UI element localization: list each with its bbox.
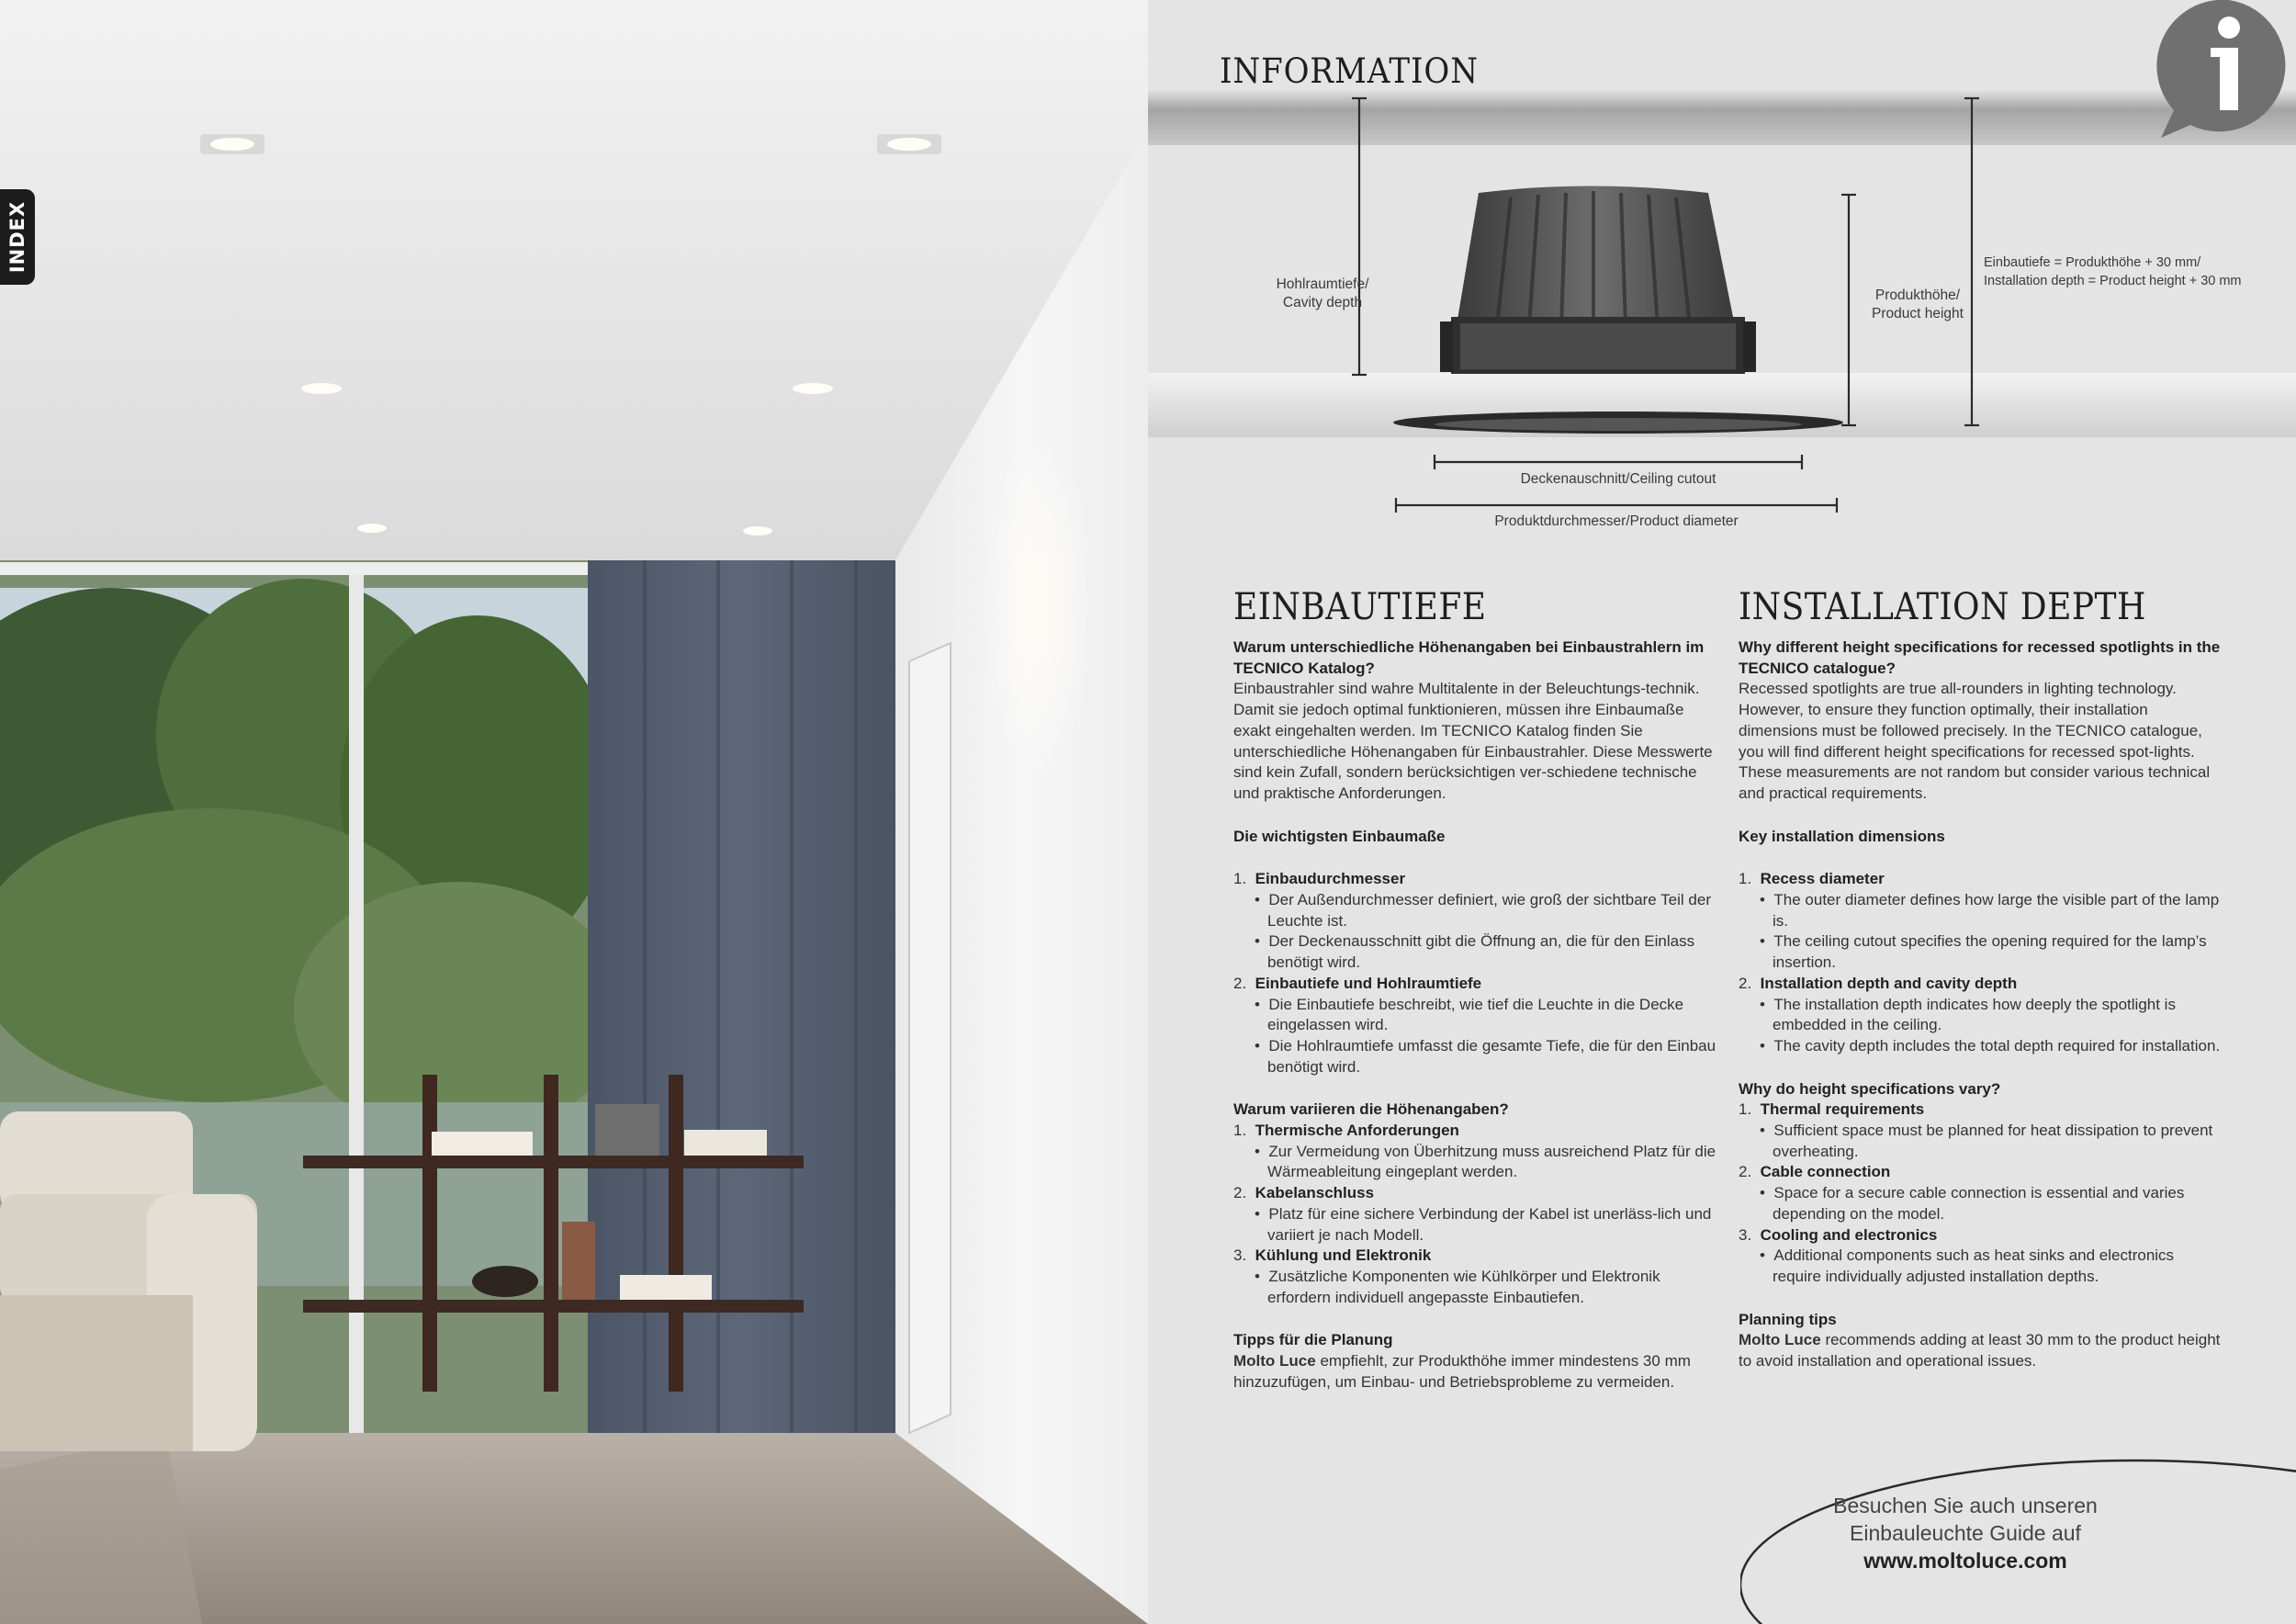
index-tab-label: INDEX (6, 200, 28, 274)
list-item: • Der Deckenausschnitt gibt die Öffnung an, die für den Einlass benötigt wird. (1255, 932, 1695, 972)
list-item: • Additional components such as heat sinks and electronics require individually adjusted installation depths. (1760, 1246, 2175, 1285)
information-page (1148, 0, 2296, 1624)
list-item: 3. Cooling and electronics (1739, 1225, 1938, 1244)
english-intro: Recessed spotlights are true all-rounders in lighting technology. However, to ensure they function optimally, their installation dimensions must be followed precisely. In the TECNICO catalogue, you will find different height specifications for recessed spot-lights. These measurements are not random but consider various technical and practical requirements. (1739, 680, 2211, 802)
list-item: • The cavity depth includes the total depth required for installation. (1760, 1036, 2221, 1054)
guide-callout (1681, 1492, 2250, 1574)
ceiling-cutout-label: Deckenauschnitt/Ceiling cutout (1520, 471, 1716, 487)
german-question: Warum unterschiedliche Höhenangaben bei Einbaustrahlern im TECNICO Katalog? (1233, 638, 1705, 677)
english-tips-heading: Planning tips (1739, 1310, 1837, 1328)
english-tips-text: Molto Luce recommends adding at least 30 mm to the product height to avoid installation and operational issues. (1739, 1331, 2221, 1370)
german-column (1233, 586, 1720, 1393)
german-tips-text: Molto Luce empfiehlt, zur Produkthöhe immer mindestens 30 mm hinzuzufügen, um Einbau- und Betriebsprobleme zu vermeiden. (1233, 1352, 1691, 1391)
installation-depth-line-1: Einbautiefe = Produkthöhe + 30 mm/ (1984, 255, 2201, 270)
german-key-heading: Die wichtigsten Einbaumaße (1233, 827, 1446, 845)
list-item: • The installation depth indicates how deeply the spotlight is embedded in the ceiling. (1760, 995, 2176, 1034)
list-item: 2. Kabelanschluss (1233, 1184, 1375, 1202)
list-item: 3. Kühlung und Elektronik (1233, 1246, 1432, 1265)
installation-depth-line-2: Installation depth = Product height + 30 mm (1984, 274, 2242, 288)
list-item: • Zusätzliche Komponenten wie Kühlkörper und Elektronik erfordern individuell angepasste Einbautiefen. (1255, 1267, 1660, 1306)
list-item: • Die Einbautiefe beschreibt, wie tief die Leuchte in die Decke eingelassen wird. (1255, 995, 1684, 1034)
list-item: • The ceiling cutout specifies the opening required for the lamp’s insertion. (1760, 932, 2207, 972)
english-column (1739, 586, 2225, 1372)
german-why-heading: Warum variieren die Höhenangaben? (1233, 1100, 1509, 1119)
english-title: INSTALLATION DEPTH (1739, 586, 2146, 628)
list-item: • Die Hohlraumtiefe umfasst die gesamte Tiefe, die für den Einbau benötigt wird. (1255, 1036, 1716, 1076)
list-item: • Platz für eine sichere Verbindung der Kabel ist unerläss-lich und variiert je nach Modell. (1255, 1204, 1712, 1244)
list-item: 2. Cable connection (1739, 1163, 1891, 1181)
cavity-depth-label: Hohlraumtiefe/ Cavity depth (1276, 276, 1369, 310)
list-item: • The outer diameter defines how large the visible part of the lamp is. (1760, 891, 2220, 930)
german-tips-heading: Tipps für die Planung (1233, 1331, 1393, 1349)
website-link[interactable]: www.moltoluce.com (1863, 1549, 2067, 1573)
german-intro: Einbaustrahler sind wahre Multitalente in der Beleuchtungs-technik. Damit sie jedoch optimal funktionieren, müssen ihre Einbaumaße exakt eingehalten werden. Im TECNICO Katalog finden Sie unterschiedliche Höhenangaben für Einbaustrahler. Diese Messwerte sind kein Zufall, sondern berücksichtigen ver-schiedene technische und praktische Anforderungen. (1233, 680, 1713, 802)
list-item: • Sufficient space must be planned for heat dissipation to prevent overheating. (1760, 1122, 2213, 1160)
index-tab[interactable] (0, 189, 35, 285)
list-item: 1. Einbaudurchmesser (1233, 870, 1406, 888)
page-title: INFORMATION (1220, 51, 1479, 91)
german-title: EINBAUTIEFE (1233, 586, 1487, 628)
english-question: Why different height specifications for recessed spotlights in the TECNICO catalogue? (1739, 638, 2221, 677)
guide-line-2: Einbauleuchte Guide auf (1850, 1521, 2081, 1545)
english-why-heading: Why do height specifications vary? (1739, 1079, 2001, 1098)
product-height-label: Produkthöhe/ Product height (1872, 288, 1964, 321)
list-item: 1. Thermische Anforderungen (1233, 1122, 1459, 1140)
english-key-heading: Key installation dimensions (1739, 827, 1945, 845)
info-icon (2154, 0, 2296, 138)
list-item: 2. Einbautiefe und Hohlraumtiefe (1233, 974, 1482, 992)
guide-line-1: Besuchen Sie auch unseren (1833, 1494, 2098, 1517)
installation-depth-label (1984, 254, 2287, 290)
list-item: • Zur Vermeidung von Überhitzung muss ausreichend Platz für die Wärmeableitung eingeplant werden. (1255, 1142, 1716, 1181)
list-item: 2. Installation depth and cavity depth (1739, 974, 2018, 992)
list-item: 1. Thermal requirements (1739, 1100, 1925, 1119)
list-item: • Der Außendurchmesser definiert, wie groß der sichtbare Teil der Leuchte ist. (1255, 891, 1711, 930)
product-diameter-label: Produktdurchmesser/Product diameter (1494, 513, 1739, 529)
list-item: • Space for a secure cable connection is essential and varies depending on the model. (1760, 1184, 2185, 1223)
list-item: 1. Recess diameter (1739, 870, 1885, 888)
